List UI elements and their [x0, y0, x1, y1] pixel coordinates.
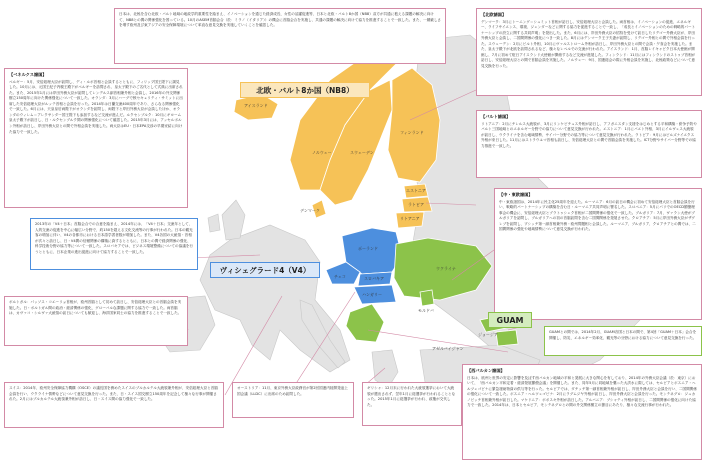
label-lithuania: リトアニア [400, 216, 420, 221]
greece-text: ギリシャ：12月末に行われた大統領選挙において大統領が選出されず、翌年1月に総選挙が行われることとなった。2015年1月に総選挙が行われ、政権が交代した。 [367, 386, 456, 407]
balkan-text: 日本は、欧州と世界の安定に影響を及ぼす西バルカン地域の平和と発展に大きな関心を有しており、2014年の外務大臣会議（於：東京）において、「西バルカン平和定着・経済発展閣僚会議」を開催した。また、同年5月に同地域を襲った大洪水に際しては、セルビアとボスニア・ヘルツェゴビナに緊急援助物資の供与等を行った。セルビアでは、ダチッチ第一副首相兼外相が訪日し、岸田外務大臣と会談を行い、二国間関係の強化について一致した。ボスニア・ヘルツェゴビナ：2月にラグムジヤ外相が訪日し、岸田外務大臣と会談を行った。モンテネグロ：ジュカノビッチ首相兼外相が訪日した。マケドニア：ポポスキ外相が訪日した。アルバニア：ブシャティ外相が訪日し、二国間関係の強化に向けた協力で一致した。2014年は、日本とセルビア、モンテネグロとの間の外交関係樹立の節目にあたり、様々な交流行事が行われた。 [467, 375, 697, 408]
baltic-text: リトアニア：2月にチレルス大統領が、3月にリンケビチュス外相が訪日し、アフガニスタン支援をはじめとする平和構築・紛争予防やバルト三国地域とのエネルギー分野での協力について意見交換が行われた。エストニア：1月にパエト外相、3月にイルヴェス大統領が訪日し、ウクライナを含む地域情勢、サイバー分野での協力等について意見交換が行われた。ラトビア：9月にはビルズナイエクス外相が来日した。11月にはストラウユマ首相も訪日し、安倍総理大臣との間で首脳会談を実施した。ICT分野やサイバー分野等での協力推進で一致した。 [481, 121, 697, 148]
label-hungary: ハンガリー [362, 292, 382, 297]
nordic-text: デンマーク：3月にトーニング＝シュミット首相が訪日し、安倍総理大臣と会談した。両首相は、イノベーションの促進、エネルギー、ライフサイエンス、環境、ジェンダーなどに関する協力を促進することで一致し、「成長とイノベーションのための戦略的パートナーシップの設立に関する共同声明」を発出した。また、6月には、岸田外務大臣の招待を受けて訪日したリデゴー外務大臣が、岸田外務大臣と会談し、二国間関係の強化につき一致した。8月にはデンマーク王子夫妻が訪問し、リデゴー外相との間で外相会談を行った。スウェーデン：2月にビルト外相、10月にヴァルストローム外相が訪日し、岸田外務大臣との間で会談・夕食会を実施した。また、皇太子殿下が北欧を訪問されるなど、様々なレベルでの交流が行われた。アイスランド：1月、首脳レイキャビク日本大使館が開館し、7月に初めて駐日アイスランド大使館が開館するなど交流が進展した。フィンランド：11月にはフィンランドのストゥブ首相が訪日し、安倍総理大臣との間で首脳会談を実施した。ノルウェー：9月、国連総会の際に外相会談を実施し、北極政策などについて意見交換を行った。 [481, 19, 696, 68]
label-moldova: モルドバ [418, 308, 434, 313]
intro-box [114, 8, 446, 64]
benelux-heading: 【ベネルクス諸国】 [9, 72, 47, 77]
nordic-box [476, 8, 702, 96]
portugal-text: ポルトガル：パッソス・コエーリョ首相が、欧州首脳として初めて訪日し、安倍総理大臣との首脳会談を実施した。日・ポルトガル間の政治・経済関係の強化、グローバルな課題に関する協力で一致した。両首脳は、カヴァコ・シルヴァ大統領の訪日についても歓迎し、海洋国家同士の協力を推進することで一致した。 [9, 300, 182, 316]
baltic-box [476, 110, 702, 178]
ireland-landmass [208, 214, 220, 232]
benelux-box [4, 68, 188, 208]
label-iceland: アイスランド [244, 103, 268, 108]
central-east-box [494, 188, 702, 320]
v4-banner: ヴィシェグラード4（V4） [210, 262, 320, 278]
label-azerbaijan: アゼルバイジャン [432, 346, 464, 351]
label-estonia: エストニア [406, 188, 426, 193]
guam-description-text: GUAMとの間では、2014年2月、GUAM各国と日本の間で、第4回「GUAM＋日本」会合を開催し、防災、エネルギー効率化、観光等の分野における協力について意見交換を行った。 [549, 330, 697, 340]
intro-text: 日本は、北極を含む北欧・バルト地域の地政学的重要性を踏まえ、イノベーションを通じた経済成長、女性の活躍促進等、日本と北欧・バルト8か国（NB8）双方が共通に抱える課題の解決に向けて、NB8との間の関係強化を図っている。10月のASEM首脳会合（於：ミラノ（イタリア））の機会に首脳会合を実施し、共通の課題の解決に向けて協力を推進することで一致した。また、一層厳しさを増す欧州及び東アジアの安全保障環境について率直な意見交換を実施していくことを確認した。 [119, 12, 442, 28]
label-norway: ノルウェー [312, 150, 332, 155]
label-latvia: ラトビア [408, 202, 424, 207]
label-czech: チェコ [334, 274, 346, 279]
balkan-heading: 【西バルカン諸国】 [467, 368, 505, 373]
finland-shape [388, 68, 440, 182]
label-denmark: デンマーク [300, 208, 320, 213]
balkan-box [462, 364, 702, 460]
guam-description-box [544, 326, 702, 356]
label-poland: ポーランド [358, 246, 378, 251]
nordic-heading: 【北欧諸国】 [481, 12, 507, 17]
austria-box [232, 382, 354, 418]
azerbaijan-shape [496, 330, 518, 346]
nb8-banner: 北欧・バルト8か国（NB8） [240, 82, 370, 98]
v4-description-text: 2013年の「V4＋日本」首脳会合での合意を踏まえ、2014年には、「V4＋日本」交流年として、人的交流の促進を中心に幅広い分野で、約150を超える文化交流等の行事が行われた。日本の観光客の増加に伴い、V4の各都市における日本語学習者数が増加した。また、V4各国の大統領・首相が次々と訪日し、日・V4間の信頼関係の構築に資するとともに、日本との間で経済関係の強化、科学技術分野の協力等について一致した。スロバキアでは、ビジネス環境整備についての協議を行うとともに、日本企業の進出促進に向けて協力することで一致した。 [35, 222, 193, 254]
austria-text: オーストリア：11月、東京外務大臣政務官が第2回国連内陸開発途上国会議（LLDC）に出席のため訪問した。 [237, 386, 348, 396]
swiss-box [4, 382, 224, 428]
label-georgia: ジョージア [478, 332, 498, 337]
central-east-heading: 【中・東欧諸国】 [499, 192, 533, 197]
britain-landmass [222, 200, 245, 240]
balkans-shape [346, 304, 384, 342]
benelux-text: ベルギー：5月、安倍総理大臣が訪問し、ディ・ルポ首相と会談するとともに、フィリップ国王陛下に謁見した。10月には、元国王紀子内親王殿下がベルギーを訪問され、皇太子殿下のご名代として式典に出席された。また、2015年1月には岸田外務大臣が訪問してレンデルス副首相兼外相と会談し、2016年の外交関係樹立150周年に向けた関係強化について一致した。オランダ：3月にハーグで核セキュリティ・サミットに出席した安倍総理大臣がルッテ首相と会談を行った。2014年は日蘭交流400周年であり、さらなる関係強化で一致した。6月には、天皇皇后両陛下がオランダを訪問し、両陛下と岸田外務大臣が会談したほか、オランダのウィレム＝アレクサンダー国王陛下も参加するなど交流が進んだ。ルクセンブルク：10月にギヨーム皇太子殿下が訪日し、日・ルクセンブルク間の関係強化について確認した。2015年3月には、アッセルボルン外相が訪日し、岸田外務大臣との間で外相会談を実施した。両大臣はEU・日本EPA交渉の早期妥結に向けた協力で一致した。 [9, 79, 183, 134]
label-ukraine: ウクライナ [436, 266, 456, 271]
v4-description-box [30, 218, 198, 270]
swiss-text: スイス：2014年、欧州安全保障協力機構（OSCE）の議長国を務めたスイスのブルカルテル大統領兼外相が、安倍総理大臣と首脳会談を行い、ウクライナ情勢などについて意見交換を行った。また、日・スイス国交樹立150周年を記念して様々な行事が開催された。2月にはブルカルテル大統領兼外相が訪日し、日・スイス間の協力強化で一致した。 [9, 386, 218, 402]
portugal-box [4, 296, 188, 346]
greece-box [362, 382, 462, 426]
moldova-shape [420, 290, 434, 306]
baltic-heading: 【バルト諸国】 [481, 114, 511, 119]
central-east-text: 中・東欧諸国は、2014年に民主化25周年を迎えた。ルーマニア：6月の訪日の機会に初めて安倍総理大臣と首脳会談を行い、戦略的パートナーシップの構築を含む日・ルーマニア共同声明に署名した。スロベニア：5月にパリでのOECD閣僚理事会の機会に、安倍総理大臣とブラトゥシェク首相が二国間関係の強化で一致した。ブルガリア：7月、ヴァラン大使がブルガリアを訪問し、ブルガリアへの初の首脳訪問を含む二国間関係を発展させた。クロアチア：5月に岸田外務大臣がザグレブを訪問し、プシッチ第一副首相兼外務・欧州問題相と会談した。ルーマニア、ブルガリア、クロアチアとの間では、二国間関係の強化や地域情勢について意見交換が行われた。 [499, 199, 696, 232]
label-finland: フィンランド [400, 130, 424, 135]
label-slovakia: スロバキア [364, 276, 384, 281]
label-sweden: スウェーデン [350, 150, 374, 155]
guam-banner: GUAM [488, 312, 532, 328]
